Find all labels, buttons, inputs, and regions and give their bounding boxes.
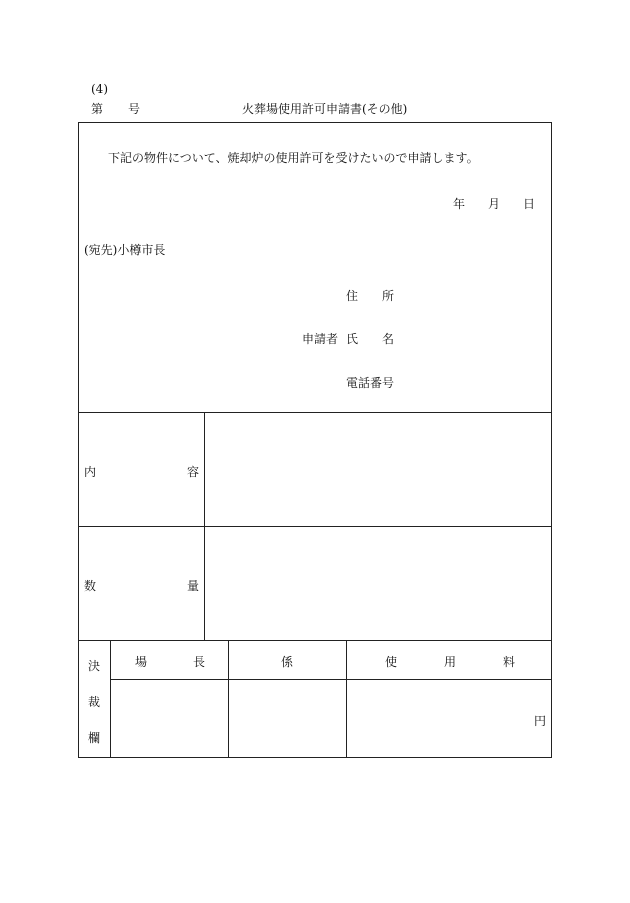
addressee: (宛先)小樽市長	[84, 243, 166, 257]
address-label-1: 住	[346, 289, 359, 303]
applicant-label: 申請者	[302, 332, 339, 346]
number-prefix: 第	[91, 102, 104, 116]
name-label-2: 名	[382, 332, 395, 346]
quantity-label-1: 数	[84, 579, 97, 593]
station-chief-header-2: 長	[193, 655, 206, 669]
yen-unit: 円	[534, 714, 547, 728]
name-label-1: 氏	[346, 332, 359, 346]
approval-label-2: 裁	[88, 695, 101, 709]
form-title: 火葬場使用許可申請書(その他)	[242, 102, 408, 116]
address-label-2: 所	[382, 289, 395, 303]
usage-fee-header-1: 使	[385, 655, 398, 669]
date-year-label: 年	[453, 197, 466, 211]
content-label-2: 容	[187, 465, 200, 479]
station-chief-stamp-field[interactable]	[111, 680, 228, 757]
date-month-label: 月	[488, 197, 501, 211]
staff-header: 係	[281, 655, 294, 669]
quantity-field[interactable]	[205, 527, 551, 640]
staff-stamp-field[interactable]	[229, 680, 346, 757]
section-number: (4)	[91, 82, 108, 96]
date-day-label: 日	[523, 197, 536, 211]
usage-fee-header-3: 料	[503, 655, 516, 669]
approval-label-3: 欄	[88, 731, 101, 745]
approval-label-1: 決	[88, 659, 101, 673]
quantity-label-2: 量	[187, 579, 200, 593]
phone-label: 電話番号	[346, 376, 395, 390]
application-statement: 下記の物件について、焼却炉の使用許可を受けたいので申請します。	[108, 151, 479, 165]
usage-fee-field[interactable]	[347, 680, 551, 757]
number-suffix: 号	[128, 102, 141, 116]
content-label-1: 内	[84, 465, 97, 479]
station-chief-header-1: 場	[135, 655, 148, 669]
usage-fee-header-2: 用	[444, 655, 457, 669]
content-field[interactable]	[205, 413, 551, 526]
